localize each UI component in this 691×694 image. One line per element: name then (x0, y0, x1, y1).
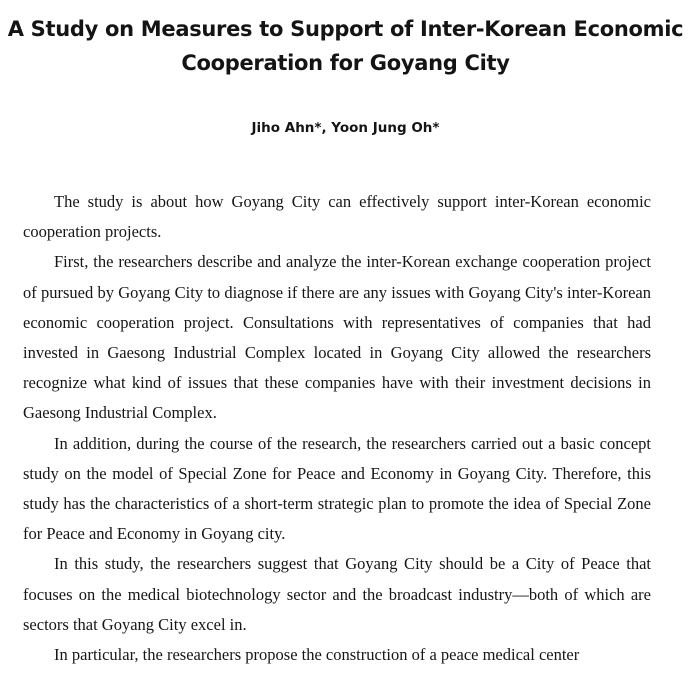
abstract-paragraph-1: The study is about how Goyang City can effectively support inter-Korean economic cooperation projects. (23, 192, 651, 242)
title-line-2: Cooperation for Goyang City (181, 51, 510, 75)
abstract-paragraph-3: In addition, during the course of the research, the researchers carried out a basic concept study on the model of Special Zone for Peace and Economy in Goyang City. Therefore, this study has the characteristics of a short-term strategic plan to promote the idea of Special Zone for Peace and Economy in Goyang city. (23, 433, 651, 544)
paper-title (0, 12, 691, 80)
abstract-paragraph-2: First, the researchers describe and analyze the inter-Korean exchange cooperation project of pursued by Goyang City to diagnose if there are any issues with Goyang City's inter-Korean economic cooperation project. Consultations with representatives of companies that had invested in Gaesong Industrial Complex located in Goyang City allowed the researchers recognize what kind of issues that these companies have with their investment decisions in Gaesong Industrial Complex. (23, 252, 651, 423)
title-line-1: A Study on Measures to Support of Inter-Korean Economic (7, 17, 684, 41)
abstract-paragraph-4: In this study, the researchers suggest that Goyang City should be a City of Peace that focuses on the medical biotechnology sector and the broadcast industry—both of which are sectors that Goyang City excel in. (23, 554, 651, 634)
abstract-paragraph-5: In particular, the researchers propose the construction of a peace medical center (54, 645, 580, 665)
author-list: Jiho Ahn*, Yoon Jung Oh* (251, 120, 440, 136)
abstract-body (23, 187, 651, 670)
